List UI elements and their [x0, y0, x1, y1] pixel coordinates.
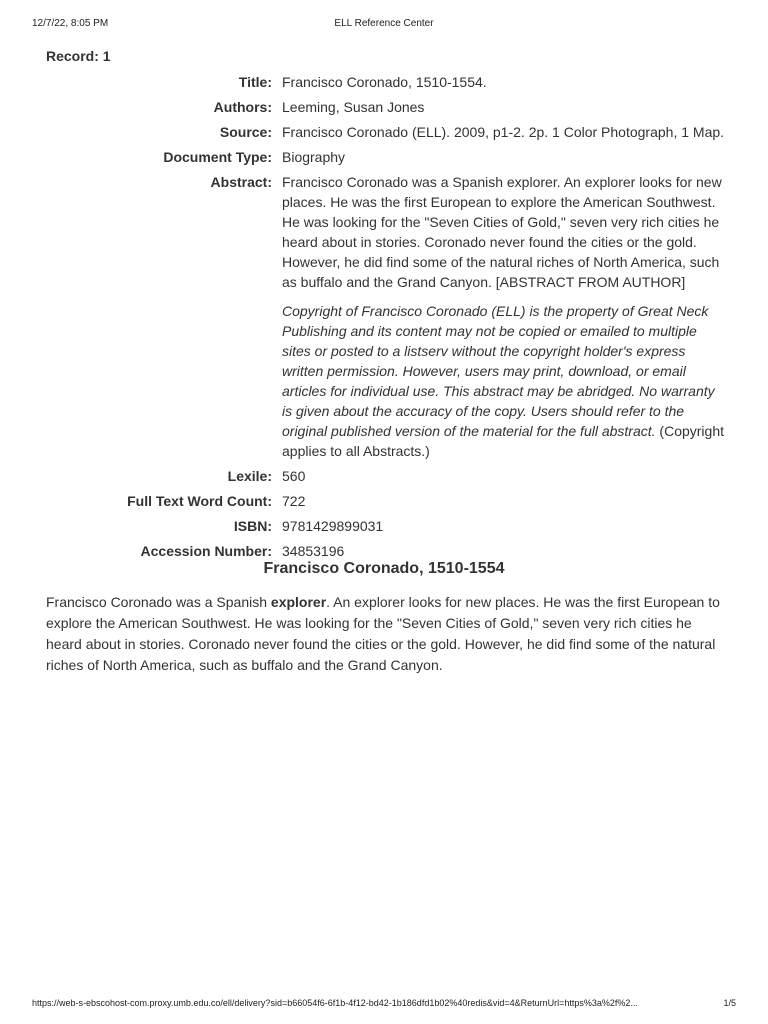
- word-count-row: [46, 491, 736, 511]
- lexile-value: 560: [282, 468, 306, 484]
- copyright-notice: Copyright of Francisco Coronado (ELL) is the property of Great Neck Publishing and its content may not be copied or emailed to multiple sites or posted to a listserv without the copyright holder's express written permission. However, users may print, download, or email articles for individual use. This abstract may be abridged. No warranty is given about the accuracy of the copy. Users should refer to the original published version of the material for the full abstract.: [282, 303, 715, 439]
- authors-value: Leeming, Susan Jones: [282, 99, 425, 115]
- abstract-value: [282, 172, 726, 461]
- accession-label: Accession Number:: [140, 543, 272, 559]
- source-row: [46, 122, 736, 142]
- lexile-label: Lexile:: [227, 468, 272, 484]
- title-value: Francisco Coronado, 1510-1554.: [282, 74, 487, 90]
- article-keyword: explorer: [270, 594, 327, 610]
- copyright-tail: (Copyright applies to all Abstracts.): [282, 423, 724, 459]
- record-label: Record: 1: [46, 48, 111, 64]
- page-number: 1/5: [723, 998, 736, 1008]
- article-body: [46, 592, 726, 676]
- source-label: Source:: [219, 124, 272, 140]
- authors-label: Authors:: [213, 99, 272, 115]
- document-type-row: [46, 147, 736, 167]
- article-text-rest: . An explorer looks for new places. He was the first European to explore the American Southwest. He was looking for the "Seven Cities of Gold," seven very rich cities he heard about in stories. Coronado never found the cities or the gold. However, he did find some of the natural riches of North America, such as buffalo and the Grand Canyon.: [46, 594, 720, 673]
- print-footer: [32, 998, 736, 1012]
- article-title: Francisco Coronado, 1510-1554: [263, 560, 505, 577]
- document-type-label: Document Type:: [163, 149, 272, 165]
- document-type-value: Biography: [282, 149, 346, 165]
- print-title: ELL Reference Center: [334, 18, 434, 29]
- abstract-row: [46, 172, 736, 461]
- abstract-copyright: [282, 301, 726, 461]
- article-text-start: Francisco Coronado was a Spanish: [46, 594, 271, 610]
- abstract-label: Abstract:: [210, 174, 272, 190]
- source-value: Francisco Coronado (ELL). 2009, p1-2. 2p. 1 Color Photograph, 1 Map.: [282, 124, 725, 140]
- authors-row: [46, 97, 736, 117]
- print-url: https://web-s-ebscohost-com.proxy.umb.edu.co/ell/delivery?sid=b66054f6-6f1b-4f12-bd42-1b186dfd1b02%40redis&vid=4&ReturnUrl=https%3a%2f%2...: [32, 998, 638, 1008]
- word-count-label: Full Text Word Count:: [127, 493, 272, 509]
- record-metadata: [46, 72, 736, 566]
- lexile-row: [46, 466, 736, 486]
- print-header: [32, 18, 736, 32]
- print-datetime: 12/7/22, 8:05 PM: [32, 18, 109, 29]
- isbn-row: [46, 516, 736, 536]
- title-row: [46, 72, 736, 92]
- abstract-text: Francisco Coronado was a Spanish explorer. An explorer looks for new places. He was the first European to explore the American Southwest. He was looking for the "Seven Cities of Gold," seven very rich cities he heard about in stories. Coronado never found the cities or the gold. However, he did find some of the natural riches of North America, such as buffalo and the Grand Canyon. [ABSTRACT FROM AUTHOR]: [282, 174, 722, 290]
- title-label: Title:: [238, 74, 272, 90]
- accession-row: [46, 541, 736, 561]
- accession-value: 34853196: [282, 543, 345, 559]
- isbn-label: ISBN:: [233, 518, 272, 534]
- isbn-value: 9781429899031: [282, 518, 384, 534]
- word-count-value: 722: [282, 493, 306, 509]
- article-paragraph: [46, 592, 726, 676]
